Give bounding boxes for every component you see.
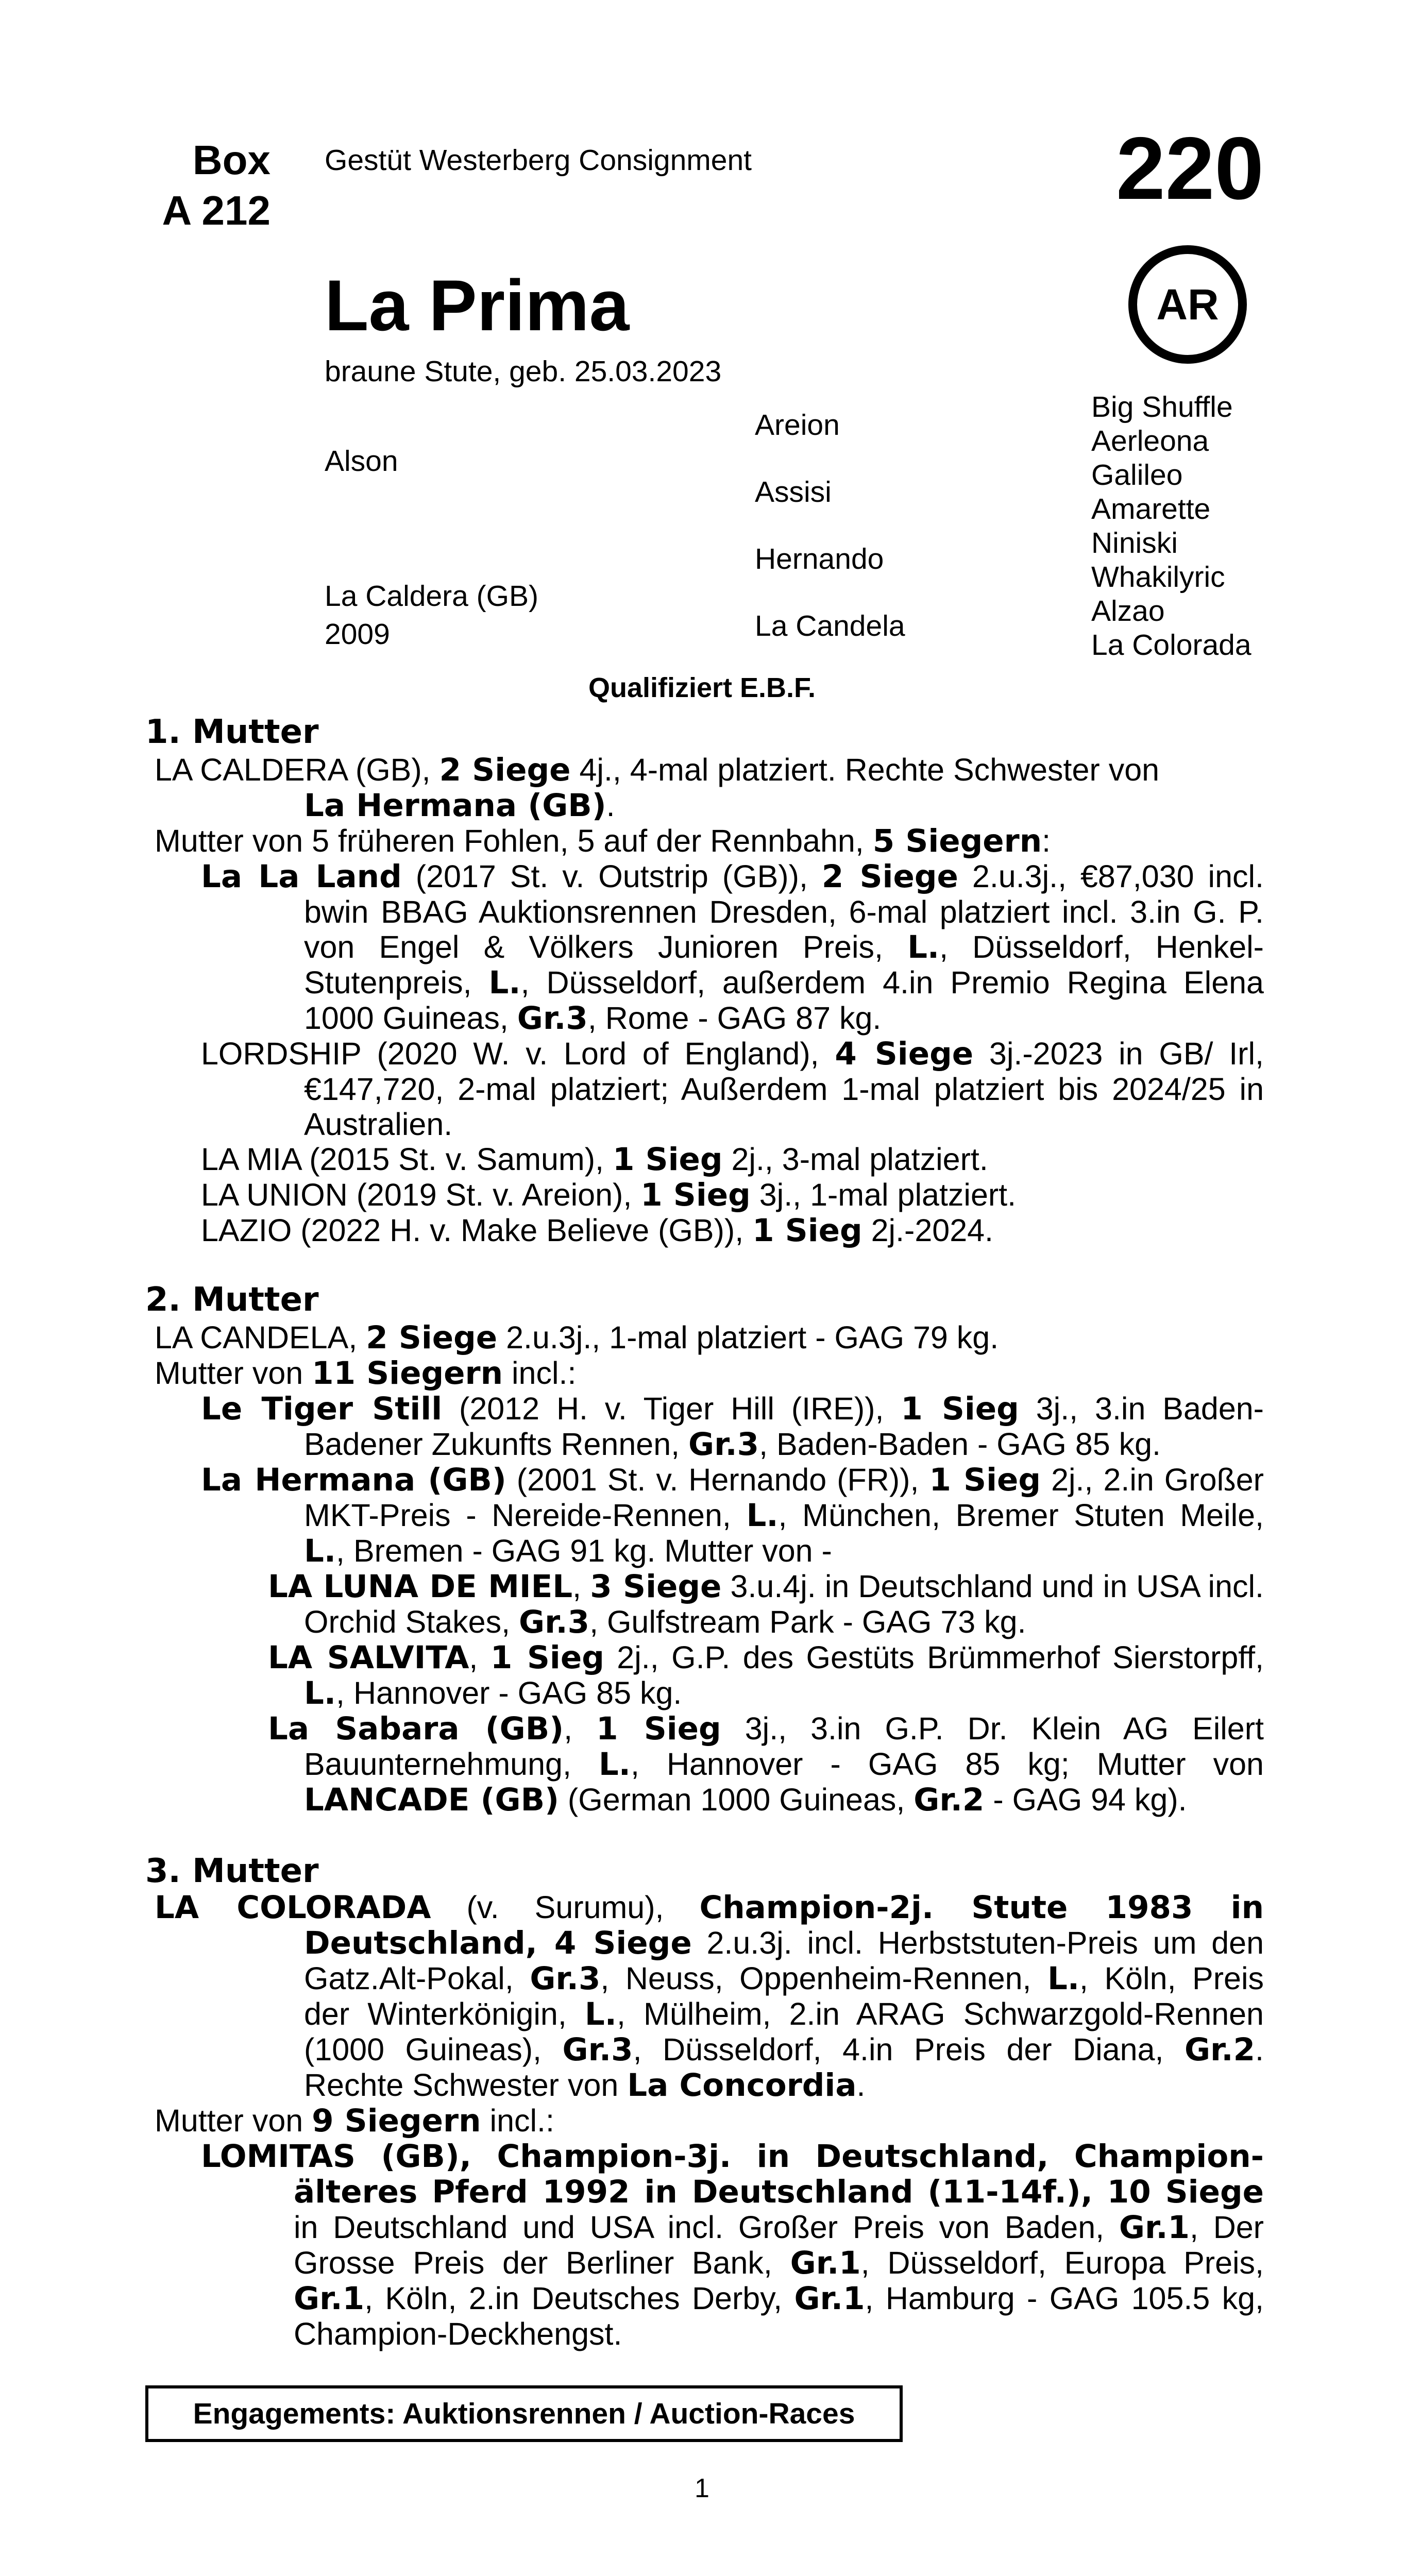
third-dam-entry: LA COLORADA (v. Surumu), Champion-2j. Stute 1983 in Deutschland, 4 Siege 2.u.3j. incl. Herbststuten-Preis um den Gatz.Alt-Pokal, Gr.3, Neuss, Oppenheim-Rennen, L., Köln, Preis der Winterkönigin, L., Mülheim, 2.in ARAG Schwarzgold-Rennen (1000 Guineas), Gr.3, Düsseldorf, 4.in Preis der Diana, Gr.2. Rechte Schwester von La Concordia. — [155, 1889, 1264, 2104]
lot-number: 220 — [1116, 119, 1264, 218]
pedigree-dam-year: 2009 — [325, 618, 390, 651]
first-dam-line: Mutter von 5 früheren Fohlen, 5 auf der Rennbahn, 5 Siegern: — [155, 823, 1051, 859]
pedigree-great-grandparent: Niniski — [1091, 527, 1178, 560]
qualification: Qualifiziert E.B.F. — [588, 672, 816, 703]
page-number: 1 — [695, 2473, 709, 2503]
pedigree-grandparent: Areion — [755, 409, 840, 442]
engagements-box — [145, 2385, 903, 2442]
pedigree-dam: La Caldera (GB) — [325, 580, 539, 613]
second-dam-line: LA CANDELA, 2 Siege 2.u.3j., 1-mal platziert - GAG 79 kg. — [155, 1319, 999, 1356]
produce-entry: LA UNION (2019 St. v. Areion), 1 Sieg 3j., 1-mal platziert. — [201, 1177, 1017, 1213]
pedigree-grandparent: Hernando — [755, 543, 884, 575]
third-dam-section — [155, 1890, 1264, 2351]
pedigree-great-grandparent: Amarette — [1091, 493, 1211, 526]
horse-name: La Prima — [325, 265, 630, 346]
box-line1: Box — [192, 137, 270, 183]
second-dam-heading: 2. Mutter — [145, 1281, 319, 1319]
produce-entry: LOMITAS (GB), Champion-3j. in Deutschland, Champion-älteres Pferd 1992 in Deutschland (11-14f.), 10 Siege in Deutschland und USA incl. Großer Preis von Baden, Gr.1, Der Grosse Preis der Berliner Bank, Gr.1, Düsseldorf, Europa Preis, Gr.1, Köln, 2.in Deutsches Derby, Gr.1, Hamburg - GAG 105.5 kg, Champion-Deckhengst. — [201, 2138, 1264, 2351]
produce-entry: LAZIO (2022 H. v. Make Believe (GB)), 1 Sieg 2j.-2024. — [201, 1212, 993, 1249]
ar-badge — [1128, 245, 1247, 364]
produce-entry: La Sabara (GB), 1 Sieg 3j., 3.in G.P. Dr. Klein AG Eilert Bauunternehmung, L., Hannover - GAG 85 kg; Mutter von LANCADE (GB) (German 1000 Guineas, Gr.2 - GAG 94 kg). — [268, 1710, 1264, 1818]
pedigree-great-grandparent: Big Shuffle — [1091, 391, 1233, 423]
box-line2: A 212 — [162, 188, 270, 233]
pedigree-great-grandparent: La Colorada — [1091, 629, 1251, 662]
pedigree-grandparent: Assisi — [755, 476, 832, 509]
engagements-text: Engagements: Auktionsrennen / Auction-Races — [193, 2397, 855, 2430]
badge-text: AR — [1156, 280, 1219, 329]
first-dam-line: La Hermana (GB). — [304, 787, 615, 824]
horse-description: braune Stute, geb. 25.03.2023 — [325, 355, 722, 388]
produce-entry: LA MIA (2015 St. v. Samum), 1 Sieg 2j., 3-mal platziert. — [201, 1141, 988, 1178]
pedigree-grandparent: La Candela — [755, 609, 905, 642]
pedigree-great-grandparent: Galileo — [1091, 459, 1183, 492]
first-dam-section — [155, 752, 1264, 1248]
produce-entry: La La Land (2017 St. v. Outstrip (GB)), 2 Siege 2.u.3j., €87,030 incl. bwin BBAG Auktionsrennen Dresden, 6-mal platziert incl. 3.in G. P. von Engel & Völkers Junioren Preis, L., Düsseldorf, Henkel-Stutenpreis, L., Düsseldorf, außerdem 4.in Premio Regina Elena 1000 Guineas, Gr.3, Rome - GAG 87 kg. — [201, 858, 1264, 1037]
produce-entry: La Hermana (GB) (2001 St. v. Hernando (FR)), 1 Sieg 2j., 2.in Großer MKT-Preis - Nereide-Rennen, L., München, Bremer Stuten Meile, L., Bremen - GAG 91 kg. Mutter von - — [201, 1462, 1264, 1569]
produce-entry: Le Tiger Still (2012 H. v. Tiger Hill (IRE)), 1 Sieg 3j., 3.in Baden-Badener Zukunfts Rennen, Gr.3, Baden-Baden - GAG 85 kg. — [201, 1391, 1264, 1463]
pedigree-sire: Alson — [325, 445, 398, 478]
second-dam-section — [155, 1320, 1264, 1818]
box-label — [124, 135, 270, 236]
produce-entry: LORDSHIP (2020 W. v. Lord of England), 4 Siege 3j.-2023 in GB/ Irl, €147,720, 2-mal platziert; Außerdem 1-mal platziert bis 2024/25 in Australien. — [201, 1036, 1264, 1142]
second-dam-line: Mutter von 11 Siegern incl.: — [155, 1355, 577, 1392]
first-dam-heading: 1. Mutter — [145, 713, 319, 751]
produce-entry: LA LUNA DE MIEL, 3 Siege 3.u.4j. in Deutschland und in USA incl. Orchid Stakes, Gr.3, Gulfstream Park - GAG 73 kg. — [268, 1568, 1264, 1640]
first-dam-line: LA CALDERA (GB), 2 Siege 4j., 4-mal platziert. Rechte Schwester von — [155, 752, 1160, 788]
third-dam-line: Mutter von 9 Siegern incl.: — [155, 2103, 554, 2139]
pedigree-great-grandparent: Whakilyric — [1091, 561, 1225, 594]
pedigree-great-grandparent: Alzao — [1091, 595, 1165, 628]
pedigree-great-grandparent: Aerleona — [1091, 425, 1209, 457]
third-dam-heading: 3. Mutter — [145, 1852, 319, 1890]
produce-entry: LA SALVITA, 1 Sieg 2j., G.P. des Gestüts Brümmerhof Sierstorpff, L., Hannover - GAG 85 kg. — [268, 1639, 1264, 1711]
consignor: Gestüt Westerberg Consignment — [325, 144, 752, 177]
